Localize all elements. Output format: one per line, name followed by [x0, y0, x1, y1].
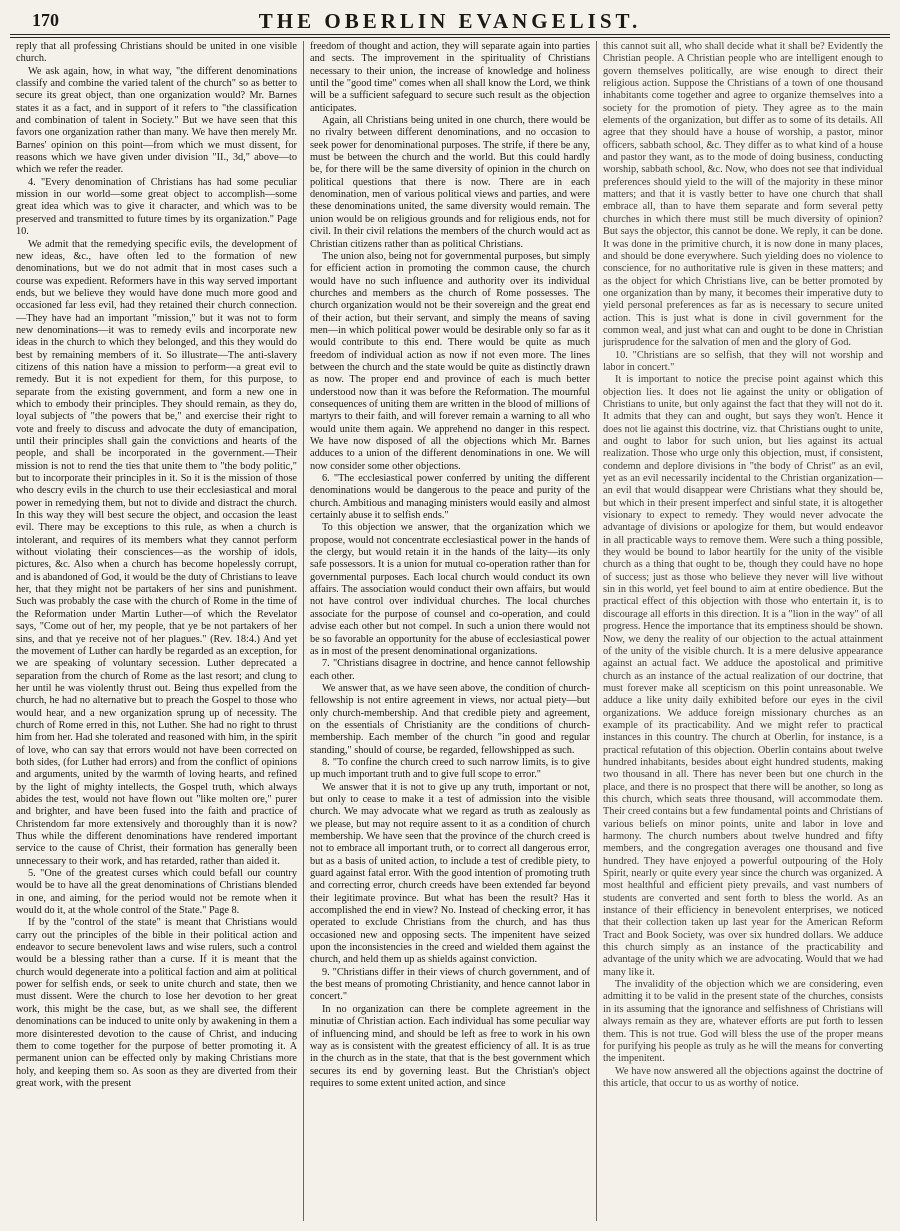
- paragraph: To this objection we answer, that the organization which we propose, would not concentrate ecclesiastical power in the hands of the clergy, but would retain it in the hands of the laity—its only safe possessors. It is a union for mutual co-operation rather than for governmental purposes. Each local church would conduct its own affairs. The association would conduct their own affairs, but would not have control over individual churches. The local churches associate for the purpose of counsel and co-operation, and could advise each other but not compel. In such a union there would not be so favorable an opportunity for the abuse of ecclesiastical power as in most of the present denominational organizations.: [310, 522, 590, 657]
- masthead-rule: [10, 35, 890, 38]
- column-3: [596, 41, 889, 1221]
- paragraph: 7. "Christians disagree in doctrine, and hence cannot fellowship each other.: [310, 658, 590, 682]
- paragraph: The union also, being not for governmental purposes, but simply for efficient action in promoting the common cause, the church would have no such influence and authority over its individual churches and members as the church of Rome possesses. The church organization would not be their sovereign and the great end of their action, but their servant, and simply the means of saving men—in which political power would be desirable only so far as it would contribute to this end. There would be quite as much freedom of individual action as now if not even more. The lines between the church and the state would be quite as distinctly drawn as now. The proper end and province of each is much better understood now than it was before the Reformation. The mournful consequences of uniting them are written in the blood of millions of martyrs to their faith, and will forever remain a warning to all who would unite them again. We apprehend no danger in this respect. We have now disposed of all the objections which Mr. Barnes adduces to a union of the different denominations in one. We will now consider some other objections.: [310, 250, 590, 472]
- paragraph: We admit that the remedying specific evils, the development of new ideas, &c., have often led to the formation of new denominations, but we do not admit that in most cases such a course was expedient. Reformers have in this way served important ends, but we believe they would have done much more good and occasioned far less evil, had they retained their church connection.—They have had an important "mission," but it was not to form new denominations—it was to remedy evils and incorporate new ideas in the church to which they belonged, and this they would do best by remaining members of it. So illustrate—The anti-slavery citizens of this nation have a mission to perform—a great evil to remedy. But it is not expedient for them, for this purpose, to separate from the existing government, and form a new one in which to embody their principles. They should remain, as they do, loyal subjects of "the powers that be," and exercise their right to vote and freely to discuss and advocate the duty of emancipation, until their principles shall gain the convictions and hearts of the people, and shall be incorporated in the government.—Their mission is not to rend the ties that unite them to "the body politic," but to incorporate their principles in it. So it is the mission of those who descry evils in the church to use their ecclesiastical and moral power in remedying them, but not to divide and distract the church. In this way they will best secure the object, and occasion the least evil. There may be exceptions to this rule, as when a church is intolerant, and requires of its members what they cannot perform without violating their consciences—as the worship of idols, pictures, &c. Also when a church has become hopelessly corrupt, and is abandoned of God, it would be the duty of Christians to leave her, that they might not be partakers of her sins and punishment. Such was probably the case with the church of Rome in the time of the Reformation under Martin Luther—of which the Revelator says, "Come out of her, my people, that ye be not partakers of her sins, and that ye receive not of her plagues." (Rev. 18:4.) And yet the movement of Luther can hardly be regarded as an exception, for we are speaking of voluntary secession. Luther deprecated a separation from the church of Rome as the last resort; and clung to her until he was violently thrust out. Being thus expelled from the church, he had no alternative but to preach the Gospel to those who would hear, and a new organization sprung up of necessity. The church of Rome erred in this, not Luther. She had no right to thrust him from her. Had she tolerated and reasoned with him, in the spirit of love, who can say that errors would not have been corrected on both sides, (for Luther had errors) and from the conflict of opinions and arguments, united by the warmth of loving hearts, and refined by the light of mighty intellects, the Gospel truth, which always abides the test, would not have flown out "like molten ore," purer and brighter, and have been fused into the faith and practice of Christendom far more extensively and thoroughly than it is now? Thus while the different denominations have rendered important service to the cause of Christ, their formation has generally been unnecessary to their work, and has retarded, rather than aided it.: [16, 238, 297, 867]
- page-number: 170: [32, 10, 59, 30]
- paragraph: this cannot suit all, who shall decide what it shall be? Evidently the Christian people. A Christian people who are intelligent enough to govern themselves politically, are wise enough to direct their religious action. Suppose the Christians of a town of one thousand inhabitants come together and agree to organize themselves into a society for the promotion of piety. They agree as to the main elements of the organization, but differ as to some of its details. All agree that they should have a house of worship, a pastor, minor officers, sabbath school, &c. They differ as to what kind of a house and pastor they want, as to the mode of doing business, conducting worship, sabbath school, &c. Now, who does not see that individual preferences should yield to the will of the majority in these minor matters; and that it is vastly better to have one church that shall embrace all, than to have them separate and form several petty churches in which there must still be much diversity of opinion? But says the objector, this cannot be done. We reply, it can be done. It was done in the primitive church, it is now done in many places, and should be done everywhere. Such yielding does no violence to conscience, for no authoritative rule is given in these matters; and as the object for which Christians live, can be better promoted by one organization than by many, it becomes their imperative duty to yield personal preferences as far as is necessary to secure united action. This is just what is done in civil government for the common weal, and just what can and ought to be done in Christian jurisprudence for the salvation of men and the glory of God.: [603, 41, 883, 349]
- journal-title: THE OBERLIN EVANGELIST.: [258, 9, 642, 33]
- paragraph: 9. "Christians differ in their views of church government, and of the best means of promoting Christianity, and hence cannot labor in concert.": [310, 966, 590, 1003]
- paragraph: In no organization can there be complete agreement in the minutiæ of Christian action. Each individual has some peculiar way of influencing mind, and should be left as free to work in his own way as is consistent with the greatest efficiency of all. It is as true in the church as in the state, that that is the best government which secures its end by governing least. But the Christian's object requires to some extent united action, and since: [310, 1003, 590, 1089]
- paragraph: It is important to notice the precise point against which this objection lies. It does not lie against the unity or obligation of Christians to unite, but only against the fact that they will not do it. It admits that they can and ought, but says they won't. Hence it does not lie against this doctrine, viz. that Christians ought to unite, and ought to labor for such union, but lies against its actual realization. Those who urge only this objection, must, if consistent, condemn and deplore divisions in "the body of Christ" as an evil, yet as an evil necessarily incidental to the Christian organization—an evil that would disappear were Christians what they should be, but which in their present imperfect and sinful state, it is altogether visionary to expect to remedy. They would never advocate the advantage of divisions or apologize for them, but would endeavor in all practicable ways to remove them. Were such a thing possible, they would be bound to labor heartily for the unity of the visible church as a thing that ought to be, though they could have no hope of success; just as those who believe they never will live without sin in this world, yet feel bound to aim at entire obedience. But the practical effect of this objection with those who entertain it, is to discourage all efforts in this direction. It is a "lion in the way" of all progress. Hence the importance that its emptiness should be shown. Now, we deny the reality of our objection to the actual attainment of the unity of the visible church. It is a mere delusive appearance against an actual fact. We adduce the apostolical and primitive church as an instance of the actual realization of our doctrine, that must forever make all scepticism on this point unreasonable. We adduce a like unity daily exhibited before our eyes in the civil organizations. We adduce foreign missionary churches as an example of its practicability. And we might refer to practical instances in this country. The church at Oberlin, for instance, is a practical refutation of this objection. Oberlin contains about twelve hundred inhabitants, besides about eight hundred students, making two thousand in all. There has never been but one church in the place, and there is no prospect that there will be another, so long as this church, which seats three thousand, will accommodate them. Their creed contains but a few fundamental points and Christians of various beliefs on minor points, unite and labor in love and harmony. The church numbers about twelve hundred and fifty members, and the congregation averages one thousand and five hundred. They have enjoyed a powerful outpouring of the Holy Spirit, nearly or quite every year since the church was organized. A most healthful and efficient piety prevails, and vast numbers of students are converted and sent forth to bless the world. As an instance of their efficiency in benevolent enterprises, we noticed that their collection taken up last year for the American Reform Tract and Book Society, was over six hundred dollars. We adduce this church simply as an instance of the practicability and advantage of the unity which we are advocating. Would that we had many like it.: [603, 374, 883, 978]
- column-2: [303, 41, 596, 1221]
- paragraph: The invalidity of the objection which we are considering, even admitting it to be valid in the present state of the churches, consists in its assuming that the ignorance and selfishness of Christians will always remain as they are, whatever efforts are put forth to lessen them. This is not true. God will bless the use of the proper means for purifying his people as truly as he will the means for converting the impenitent.: [603, 979, 883, 1065]
- column-1: [10, 41, 303, 1221]
- paragraph: Again, all Christians being united in one church, there would be no rivalry between different denominations, and no occasion to seek power for denominational purposes. The strife, if there be any, must be between the church and the world. But this could hardly be, for there will be the same diversity of opinion in the church on political questions that there is now. There are in each denomination, men of various political views and parties, and were these denominations united, the same diversity would remain. The union would be on religious grounds and for religious ends, not for civil. In their civil relations the members of the church would act as Christian citizens rather than as political Christians.: [310, 115, 590, 250]
- paragraph: 8. "To confine the church creed to such narrow limits, is to give up much important truth and to give full scope to error.": [310, 756, 590, 781]
- paragraph: 10. "Christians are so selfish, that they will not worship and labor in concert.": [603, 349, 883, 373]
- masthead: [10, 6, 890, 35]
- paragraph: 5. "One of the greatest curses which could befall our country would be to have all the great denominations of Christians blended in one, and aiming, for the period would not be remote when it would do it, at the whole control of the State." Page 8.: [16, 868, 297, 917]
- paragraph: 6. "The ecclesiastical power conferred by uniting the different denominations would be dangerous to the peace and purity of the church. Ambitious and managing ministers would easily and almost certainly abuse it to selfish ends.": [310, 473, 590, 522]
- paragraph: We have now answered all the objections against the doctrine of this article, that occur to us as worthy of notice.: [603, 1065, 883, 1089]
- paragraph: We ask again, how, in what way, "the different denominations classify and combine the varied talent of the church" so as better to secure its great object, than one organization would? Mr. Barnes states it as a fact, and in support of it refers to "the classification and combination of talent in Society." But we have seen that this favors one organization rather than many. We have then merely Mr. Barnes' opinion on this point—from which we must dissent, for reasons which we have given under division "II., 3d," above—to which we refer the reader.: [16, 65, 297, 176]
- paragraph: 4. "Every denomination of Christians has had some peculiar mission in our world—some great object to accomplish—some great idea which was to give it character, and which was to be preserved and transmitted to future times by its organization." Page 10.: [16, 176, 297, 238]
- paragraph: We answer that it is not to give up any truth, important or not, but only to cease to make it a test of admission into the visible church. We may advocate what we regard as truth as zealously as we please, but may not require assent to it as a condition of church membership. We have seen that the province of the church creed is not to embrace all important truth, or to correct all dangerous error, but as a basis of united action, to include a test of credible piety, to guard against fatal error. With the good intention of promoting truth and correcting error, church creeds have been extended far beyond their legitimate province. But what has been the result? Has it accomplished the end in view? No. Instead of checking error, it has operated to exclude Christians from the church, and has thus occasioned new and opposing sects. The impenitent have seized upon the inconsistencies in the creed and wielded them against the church, and held them up as shields against conviction.: [310, 781, 590, 966]
- paragraph: If by the "control of the state" is meant that Christians would carry out the principles of the bible in their political action and endeavor to secure benevolent laws and wise rulers, such a control would be a blessing rather than a curse. If it is meant that the church would degenerate into a political faction and aim at political power for selfish ends, or seek to unite church and state, then we must dissent. Were the church to lose her devotion to her great work, this might be the case, but, as we shall see, the different denominations can be induced to unite only by awakening in them a more disinterested devotion to the cause of Christ, and inducing them to come together for the purpose of better promoting it. A permanent union can be effected only by making Christians more holy, and keeping them so. As soon as they are diverted from their great work, with the present: [16, 917, 297, 1089]
- paragraph: reply that all professing Christians should be united in one visible church.: [16, 41, 297, 65]
- paragraph: We answer that, as we have seen above, the condition of church-fellowship is not entire agreement in views, nor actual piety—but only church-membership. And that credible piety and agreement, on the essentials of Christianity are the conditions of church-membership. Each member of the church "in good and regular standing," should of course, be regarded, fellowshipped as such.: [310, 682, 590, 756]
- article-columns: [10, 41, 890, 1221]
- paragraph: freedom of thought and action, they will separate again into parties and sects. The improvement in the spirituality of Christians necessary to their union, the increase of knowledge and holiness until the "good time" comes when all shall know the Lord, we think will be a sufficient safeguard to secure such result as the objection anticipates.: [310, 41, 590, 114]
